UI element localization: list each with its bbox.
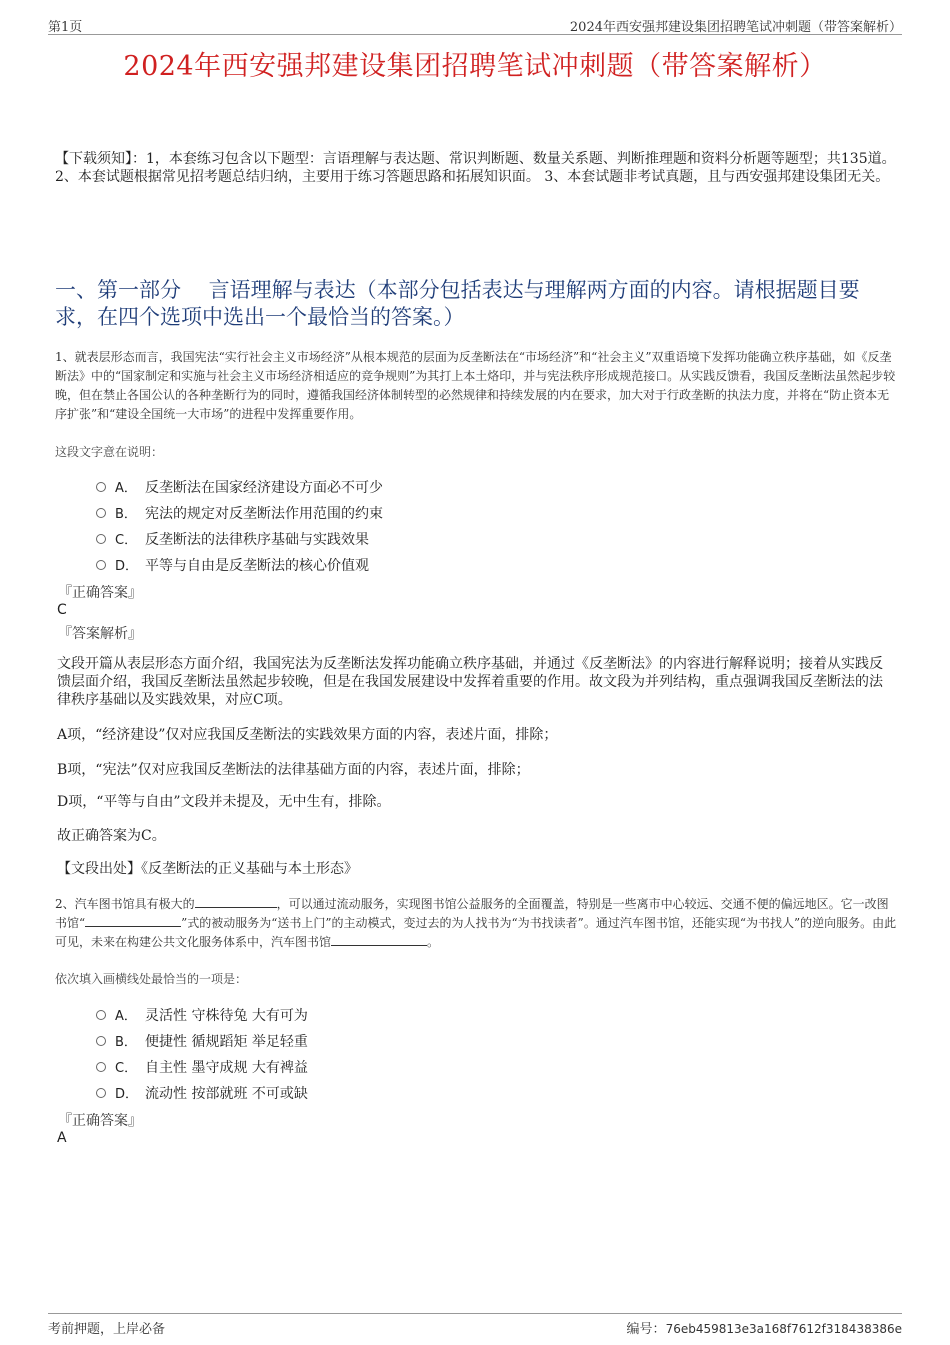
section-title: 一、第一部分 言语理解与表达（本部分包括表达与理解两方面的内容。请根据题目要求，在四个选项中选出一个最恰当的答案。） [55,278,860,329]
option-text: 平等与自由是反垄断法的核心价值观 [145,558,369,574]
option-letter: C． [115,533,138,548]
option-letter: A． [115,481,137,496]
option-letter: D． [115,559,139,574]
radio-icon[interactable] [96,1088,106,1098]
radio-icon[interactable] [96,482,106,492]
q2-text-segment: 2、汽车图书馆具有极大的 [55,897,195,911]
q1-option-c[interactable] [96,529,369,549]
question-1-text: 1、就表层形态而言，我国宪法“实行社会主义市场经济”从根本规范的层面为反垄断法在“市场经济”和“社会主义”双重语境下发挥功能确立秩序基础，如《反垄断法》中的“国家制定和实施与社会主义市场经济相适应的竞争规则”为其打上本土烙印，并与宪法秩序形成规范接口。从实践反馈看，我国反垄断法虽然起步较晚，但在禁止各国公认的各种垄断行为的同时，遵循我国经济体制转型的必然规律和持续发展的内在要求，加大对于行政垄断的执法力度，并将在“防止资本无序扩张”和“建设全国统一大市场”的进程中发挥重要作用。 [55,350,896,421]
q1-option-d[interactable] [96,555,369,575]
header-doc-title: 2024年西安强邦建设集团招聘笔试冲刺题（带答案解析） [569,20,902,35]
option-text: 宪法的规定对反垄断法作用范围的约束 [145,506,383,522]
option-letter: D． [115,1087,139,1102]
q2-text-segment: ”式的被动服务为“送书上门”的主动模式，变过去的为人找书为“为书找读者”。通过汽车图书馆，还能实现“为书找人”的逆向服务。由此可见，未来在构建公共文化服务体系中，汽车图书馆 [55,916,897,949]
q2-answer-label: 『正确答案』 [58,1113,142,1129]
q2-option-c[interactable] [96,1057,308,1077]
q1-option-a[interactable] [96,477,383,497]
q2-option-a[interactable] [96,1005,308,1025]
question-2-text [55,895,900,952]
option-text: 便捷性 循规蹈矩 举足轻重 [145,1034,308,1050]
q1-analysis-para: 故正确答案为C。 [57,828,166,844]
document-title: 2024年西安强邦建设集团招聘笔试冲刺题（带答案解析） [123,51,827,82]
radio-icon[interactable] [96,560,106,570]
radio-icon[interactable] [96,534,106,544]
q1-answer-label: 『正确答案』 [58,585,142,601]
option-text: 反垄断法在国家经济建设方面必不可少 [145,480,383,496]
footer-slogan: 考前押题，上岸必备 [48,1322,166,1337]
option-letter: A． [115,1009,137,1024]
q2-option-d[interactable] [96,1083,308,1103]
footer-code-label: 编号： [626,1322,666,1337]
q2-option-b[interactable] [96,1031,308,1051]
option-letter: B． [115,1035,137,1050]
radio-icon[interactable] [96,1010,106,1020]
q1-analysis-para: B项，“宪法”仅对应我国反垄断法的法律基础方面的内容，表述片面，排除； [57,762,530,778]
option-text: 灵活性 守株待兔 大有可为 [145,1008,308,1024]
page-header [48,14,902,35]
q1-analysis-para: D项，“平等与自由”文段并未提及，无中生有，排除。 [57,794,391,810]
q1-source: 【文段出处】《反垄断法的正义基础与本土形态》 [57,861,358,877]
option-text: 反垄断法的法律秩序基础与实践效果 [145,532,369,548]
option-text: 自主性 墨守成规 大有裨益 [145,1060,308,1076]
option-letter: C． [115,1061,138,1076]
radio-icon[interactable] [96,1062,106,1072]
radio-icon[interactable] [96,1036,106,1046]
option-letter: B． [115,507,137,522]
q1-analysis-para: 文段开篇从表层形态方面介绍，我国宪法为反垄断法发挥功能确立秩序基础，并通过《反垄断法》的内容进行解释说明；接着从实践反馈层面介绍，我国反垄断法虽然起步较晚，但是在我国发展建设中发挥着重要的作用。故文段为并列结构，重点强调我国反垄断法的法律秩序基础以及实践效果，对应C项。 [57,656,883,708]
q1-answer: C [57,602,67,618]
q1-analysis-label: 『答案解析』 [58,626,142,642]
q2-text-segment: ，可以通过流动服务，实现图书馆公益服务的全面覆盖，特别是一些离市中心较远、交通不便的偏远地区。它一改图书馆“ [55,897,889,930]
download-notice: 【下载须知】：1，本套练习包含以下题型：言语理解与表达题、常识判断题、数量关系题、判断推理题和资料分析题等题型；共135道。 2、本套试题根据常见招考题总结归纳，主要用于练习答题思路和拓展知识面。 3、本套试题非考试真题，且与西安强邦建设集团无关。 [55,151,896,185]
page-number: 第1页 [48,20,83,35]
radio-icon[interactable] [96,508,106,518]
q2-answer: A [57,1130,67,1146]
question-2-prompt: 依次填入画横线处最恰当的一项是： [55,972,248,986]
fill-blank [85,914,181,927]
fill-blank [195,895,277,908]
option-text: 流动性 按部就班 不可或缺 [145,1086,308,1102]
q1-option-b[interactable] [96,503,383,523]
page-footer [48,1313,902,1338]
footer-code-value: 76eb459813e3a168f7612f318438386e [665,1322,902,1336]
footer-code [627,1318,902,1337]
q1-analysis-para: A项，“经济建设”仅对应我国反垄断法的实践效果方面的内容，表述片面，排除； [57,727,558,743]
question-1-prompt: 这段文字意在说明： [55,445,164,459]
fill-blank [331,933,427,946]
q2-text-segment: 。 [427,935,440,949]
